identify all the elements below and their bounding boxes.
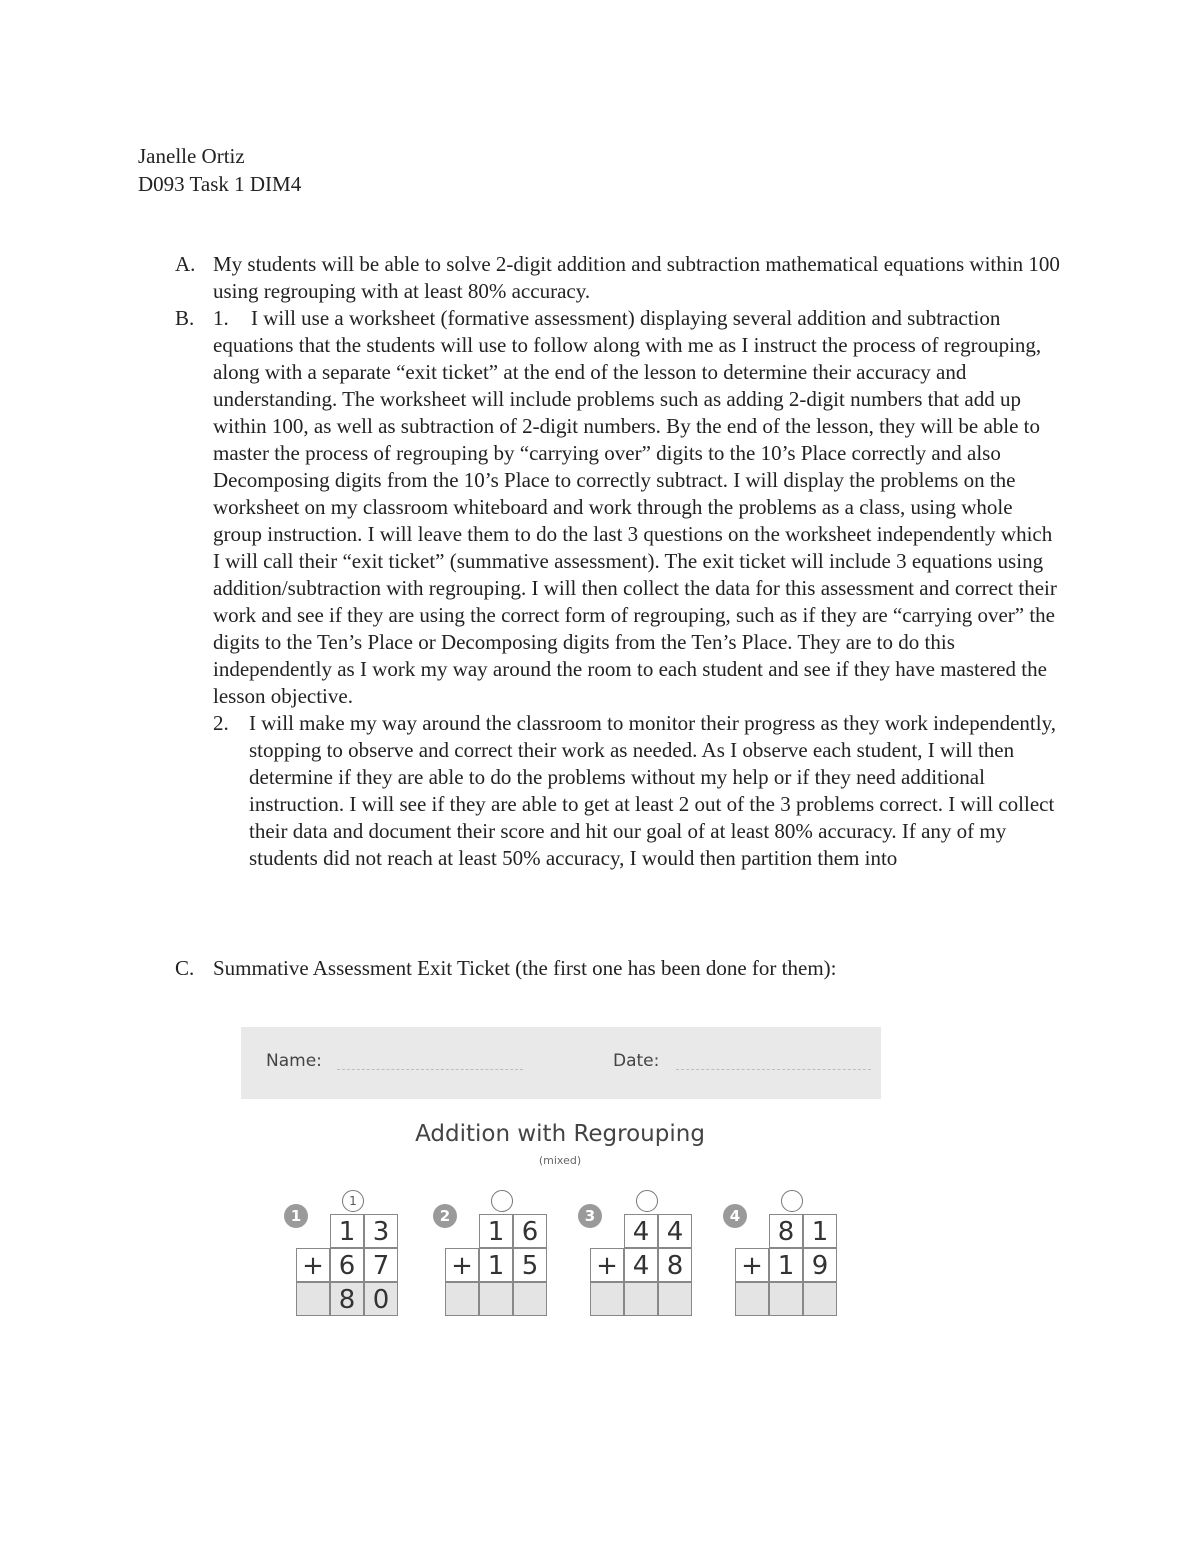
item-a-text: My students will be able to solve 2-digit addition and subtraction mathematical equations within 100 using regrouping with at least 80% accuracy. xyxy=(213,252,1060,303)
bottom-tens-digit: 1 xyxy=(769,1248,803,1282)
worksheet-subtitle: (mixed) xyxy=(538,1154,582,1167)
answer-ones-digit xyxy=(658,1282,692,1316)
bottom-tens-digit: 1 xyxy=(479,1248,513,1282)
top-ones-digit: 1 xyxy=(803,1214,837,1248)
name-line xyxy=(337,1069,523,1070)
carry-circle xyxy=(781,1190,803,1212)
bottom-tens-digit: 6 xyxy=(330,1248,364,1282)
answer-tens-digit: 8 xyxy=(330,1282,364,1316)
bottom-ones-digit: 8 xyxy=(658,1248,692,1282)
bottom-ones-digit: 5 xyxy=(513,1248,547,1282)
top-tens-digit: 1 xyxy=(479,1214,513,1248)
problem-number-badge: 3 xyxy=(578,1204,602,1228)
answer-blank-cell xyxy=(590,1282,624,1316)
sub-item-1 xyxy=(213,305,1063,710)
date-line xyxy=(676,1069,871,1070)
answer-tens-digit xyxy=(479,1282,513,1316)
plus-sign: + xyxy=(296,1248,330,1282)
answer-ones-digit xyxy=(513,1282,547,1316)
problem-number-badge: 2 xyxy=(433,1204,457,1228)
bottom-tens-digit: 4 xyxy=(624,1248,658,1282)
problem-number-badge: 4 xyxy=(723,1204,747,1228)
bottom-ones-digit: 7 xyxy=(364,1248,398,1282)
top-tens-digit: 1 xyxy=(330,1214,364,1248)
top-ones-digit: 4 xyxy=(658,1214,692,1248)
answer-tens-digit xyxy=(624,1282,658,1316)
list-marker-c: C. xyxy=(175,956,195,980)
carry-circle xyxy=(491,1190,513,1212)
answer-ones-digit xyxy=(803,1282,837,1316)
carry-circle: 1 xyxy=(342,1190,364,1212)
list-marker-a: A. xyxy=(175,252,196,276)
top-tens-digit: 8 xyxy=(769,1214,803,1248)
worksheet-title: Addition with Regrouping xyxy=(415,1121,705,1147)
bottom-ones-digit: 9 xyxy=(803,1248,837,1282)
sub-item-2 xyxy=(213,710,1063,872)
problem-number-badge: 1 xyxy=(284,1204,308,1228)
top-tens-digit: 4 xyxy=(624,1214,658,1248)
answer-blank-cell xyxy=(735,1282,769,1316)
plus-sign: + xyxy=(735,1248,769,1282)
sub-item-2-text: I will make my way around the classroom to monitor their progress as they work independently, stopping to observe and correct their work as needed. As I observe each student, I will then determine if they are able to do the problems without my help or if they need additional instruction. I will see if they are able to get at least 2 out of the 3 problems correct. I will collect their data and document their score and hit our goal of at least 80% accuracy. If any of my students did not reach at least 50% accuracy, I would then partition them into xyxy=(249,711,1056,870)
top-ones-digit: 3 xyxy=(364,1214,398,1248)
sub-item-1-text: I will use a worksheet (formative assessment) displaying several addition and subtraction equations that the students will use to follow along with me as I instruct the process of regrouping, along with a separate “exit ticket” at the end of the lesson to determine their accuracy and understanding. The worksheet will include problems such as adding 2-digit numbers that add up within 100, as well as subtraction of 2-digit numbers. By the end of the lesson, they will be able to master the process of regrouping by “carrying over” digits to the 10’s Place correctly and also Decomposing digits from the 10’s Place to correctly subtract. I will display the problems on the worksheet on my classroom whiteboard and work through the problems as a class, using whole group instruction. I will leave them to do the last 3 questions on the worksheet independently which I will call their “exit ticket” (summative assessment). The exit ticket will include 3 equations using addition/subtraction with regrouping. I will then collect the data for this assessment and correct their work and see if they are using the correct form of regrouping, such as if they are “carrying over” the digits to the Ten’s Place or Decomposing digits from the Ten’s Place. They are to do this independently as I work my way around the room to each student and see if they have mastered the lesson objective. xyxy=(213,306,1057,708)
carry-circle xyxy=(636,1190,658,1212)
name-label: Name: xyxy=(266,1051,322,1071)
top-ones-digit: 6 xyxy=(513,1214,547,1248)
list-marker-b: B. xyxy=(175,306,195,330)
answer-blank-cell xyxy=(296,1282,330,1316)
worksheet-header-bar xyxy=(241,1027,881,1099)
sub-item-2-number: 2. xyxy=(213,711,229,735)
item-c-text: Summative Assessment Exit Ticket (the first one has been done for them): xyxy=(213,956,837,980)
sub-item-1-number: 1. xyxy=(213,306,229,330)
author-name: Janelle Ortiz xyxy=(138,144,245,168)
answer-ones-digit: 0 xyxy=(364,1282,398,1316)
answer-tens-digit xyxy=(769,1282,803,1316)
answer-blank-cell xyxy=(445,1282,479,1316)
date-label: Date: xyxy=(613,1051,660,1071)
item-b-body xyxy=(213,305,1063,872)
plus-sign: + xyxy=(590,1248,624,1282)
course-title: D093 Task 1 DIM4 xyxy=(138,172,302,196)
plus-sign: + xyxy=(445,1248,479,1282)
